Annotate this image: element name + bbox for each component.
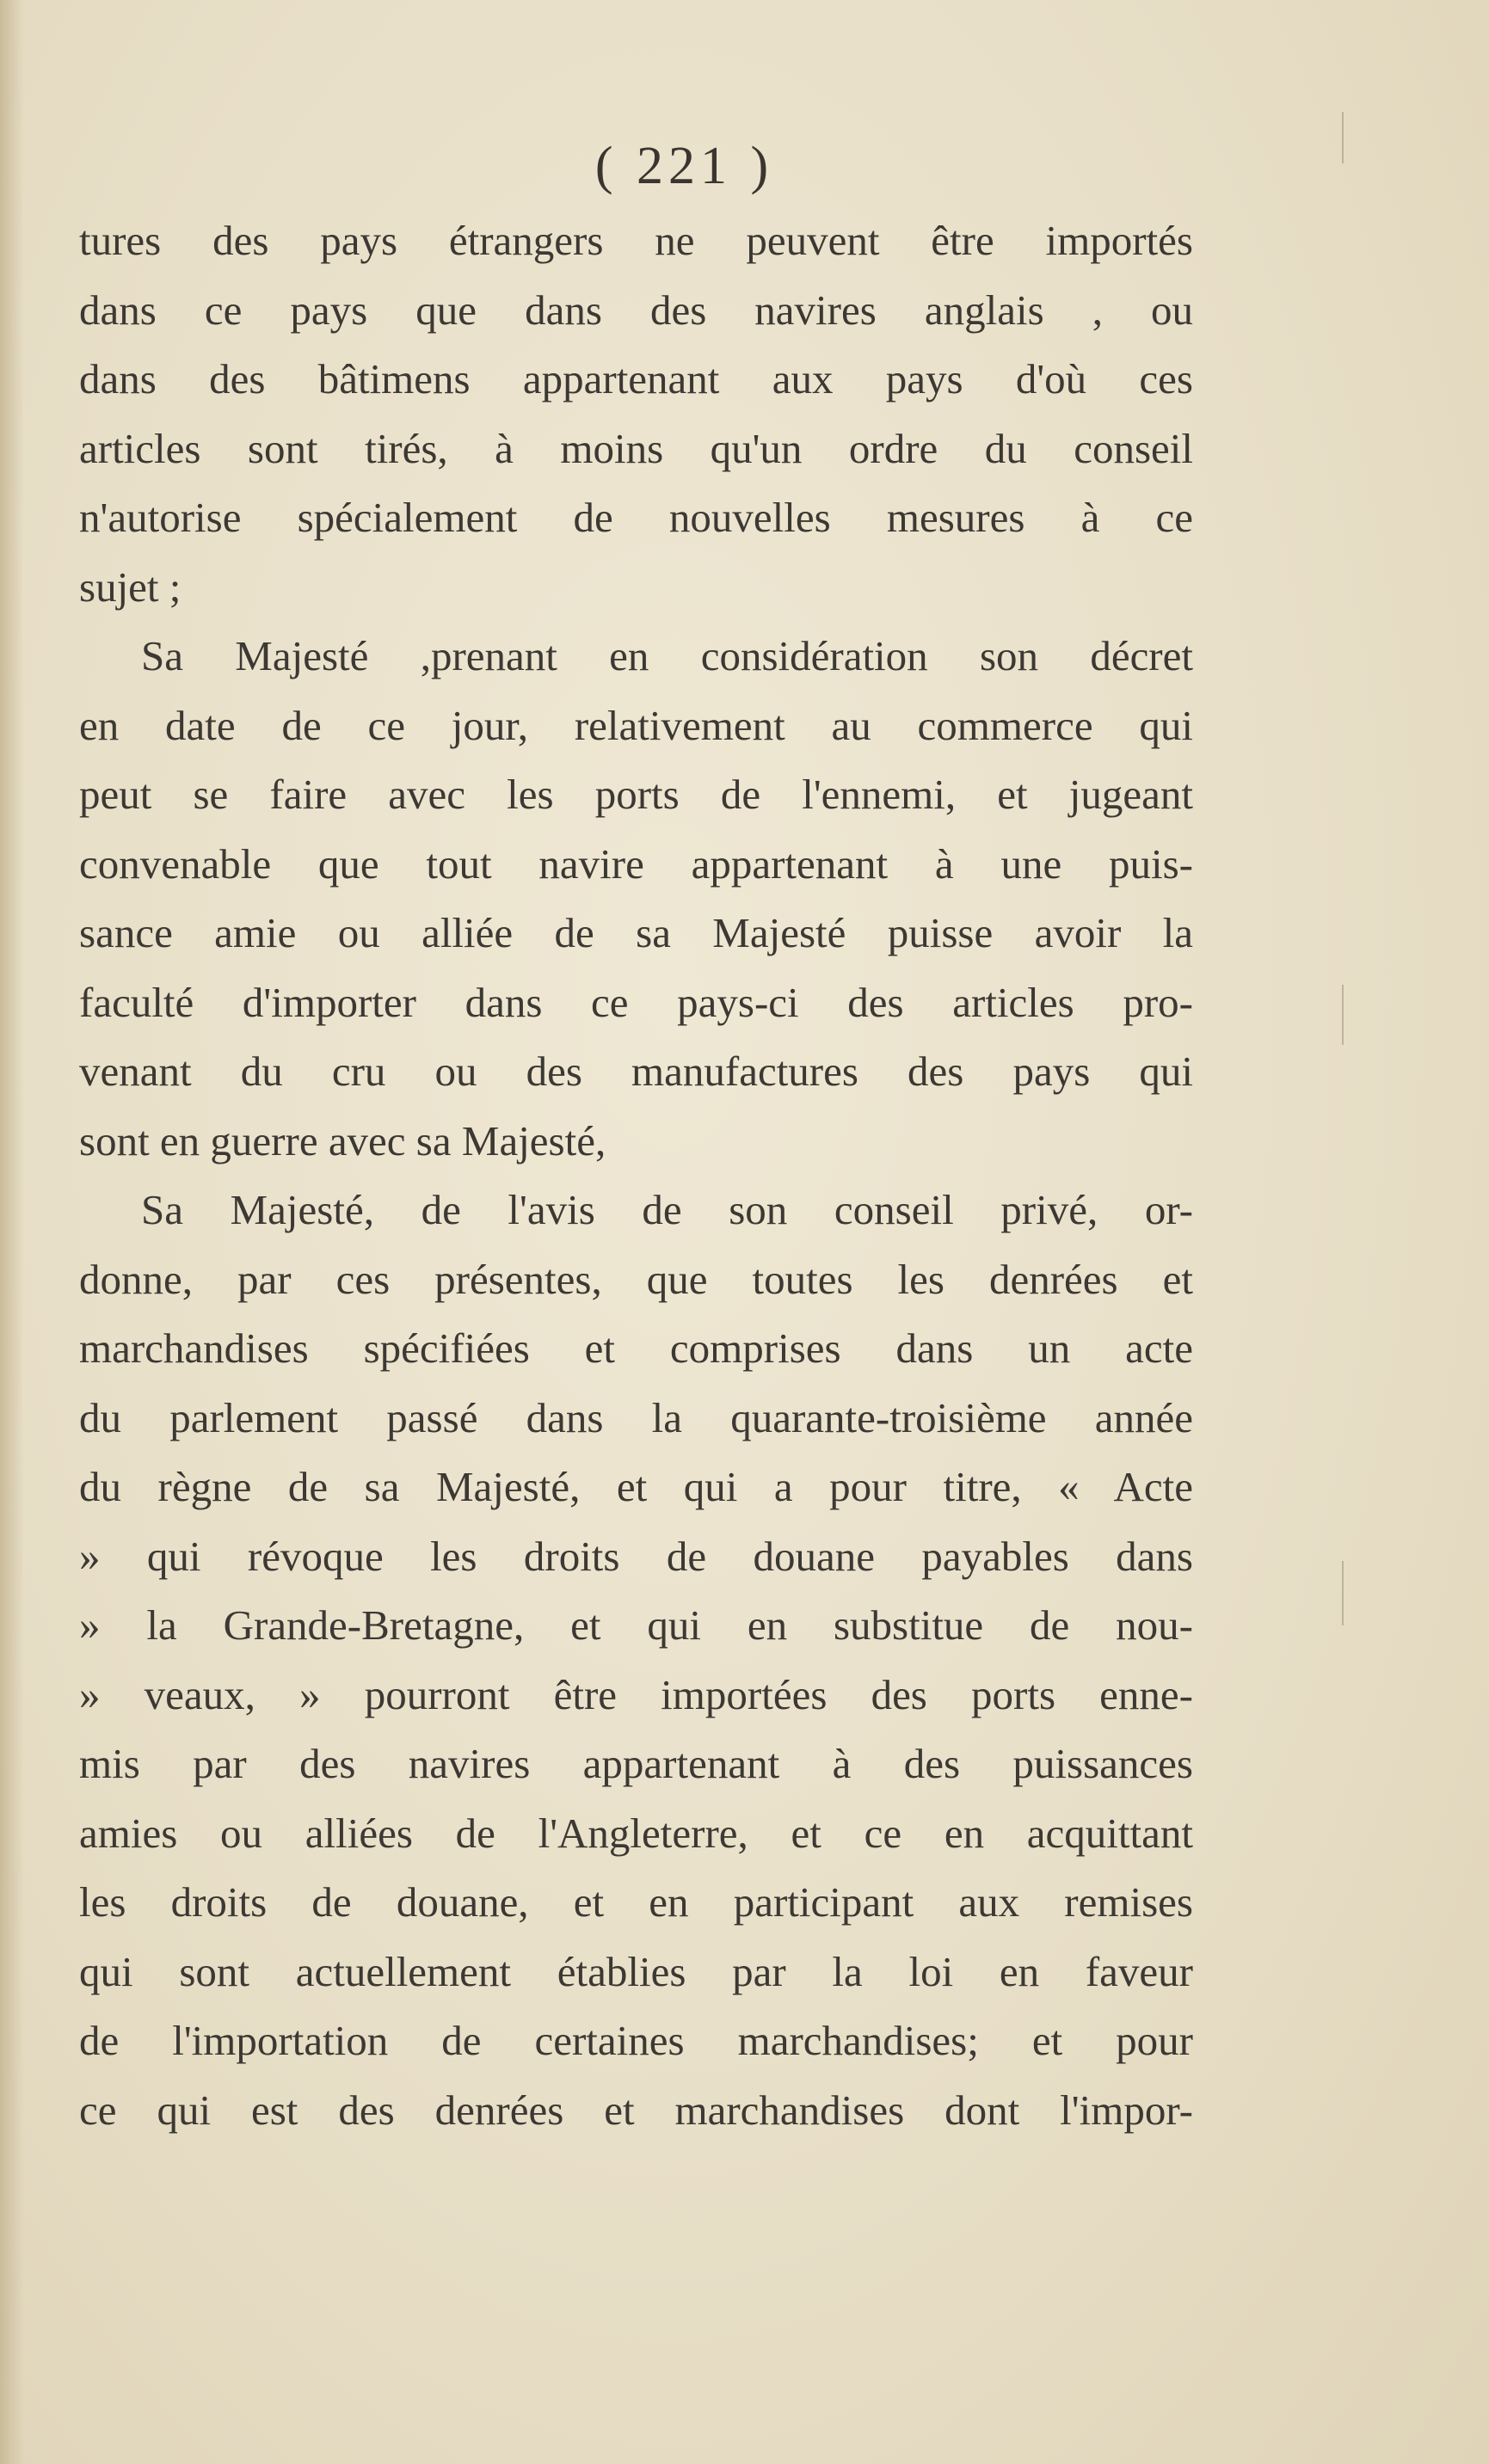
gutter-shadow bbox=[0, 0, 24, 2464]
text-line: en date de ce jour, relativement au commerce qui bbox=[79, 701, 1193, 749]
text-line: » qui révoque les droits de douane payables dans bbox=[79, 1532, 1193, 1580]
text-line: les droits de douane, et en participant aux remises bbox=[79, 1878, 1193, 1926]
text-line: » la Grande-Bretagne, et qui en substitue de nou- bbox=[79, 1601, 1193, 1649]
page-number: ( 221 ) bbox=[594, 137, 774, 195]
text-line: dans ce pays que dans des navires anglais , ou bbox=[79, 286, 1193, 334]
text-line: n'autorise spécialement de nouvelles mesures à ce bbox=[79, 494, 1193, 541]
text-line: Sa Majesté ,prenant en considération son décret bbox=[141, 632, 1193, 679]
text-line: peut se faire avec les ports de l'ennemi, et jugeant bbox=[79, 771, 1193, 818]
text-line: sujet ; bbox=[79, 562, 182, 611]
text-line: amies ou alliées de l'Angleterre, et ce en acquittant bbox=[79, 1809, 1193, 1857]
text-line: convenable que tout navire appartenant à une puis- bbox=[79, 839, 1193, 888]
page-edge-mark bbox=[1342, 985, 1344, 1045]
text-line: articles sont tirés, à moins qu'un ordre du conseil bbox=[79, 424, 1193, 472]
text-line: du parlement passé dans la quarante-troisième année bbox=[79, 1393, 1193, 1441]
text-line: mis par des navires appartenant à des puissances bbox=[79, 1740, 1193, 1787]
text-line: ce qui est des denrées et marchandises dont l'impor- bbox=[79, 2086, 1193, 2134]
text-line: donne, par ces présentes, que toutes les denrées et bbox=[79, 1255, 1193, 1303]
text-line: » veaux, » pourront être importées des ports enne- bbox=[79, 1670, 1193, 1718]
text-line: de l'importation de certaines marchandises; et pour bbox=[79, 2017, 1193, 2064]
text-line: Sa Majesté, de l'avis de son conseil privé, or- bbox=[141, 1186, 1193, 1233]
body-text bbox=[79, 206, 1193, 2145]
text-line: sont en guerre avec sa Majesté, bbox=[79, 1116, 606, 1164]
text-line: qui sont actuellement établies par la loi en faveur bbox=[79, 1947, 1193, 1995]
text-line: faculté d'importer dans ce pays-ci des articles pro- bbox=[79, 978, 1193, 1026]
text-line: dans des bâtimens appartenant aux pays d'où ces bbox=[79, 355, 1193, 402]
text-line: tures des pays étrangers ne peuvent être importés bbox=[79, 217, 1193, 264]
text-line: marchandises spécifiées et comprises dans un acte bbox=[79, 1324, 1193, 1372]
page-edge-mark bbox=[1342, 1561, 1344, 1625]
text-line: venant du cru ou des manufactures des pays qui bbox=[79, 1048, 1193, 1095]
text-line: sance amie ou alliée de sa Majesté puisse avoir la bbox=[79, 909, 1193, 956]
text-line: du règne de sa Majesté, et qui a pour titre, « Acte bbox=[79, 1463, 1193, 1510]
